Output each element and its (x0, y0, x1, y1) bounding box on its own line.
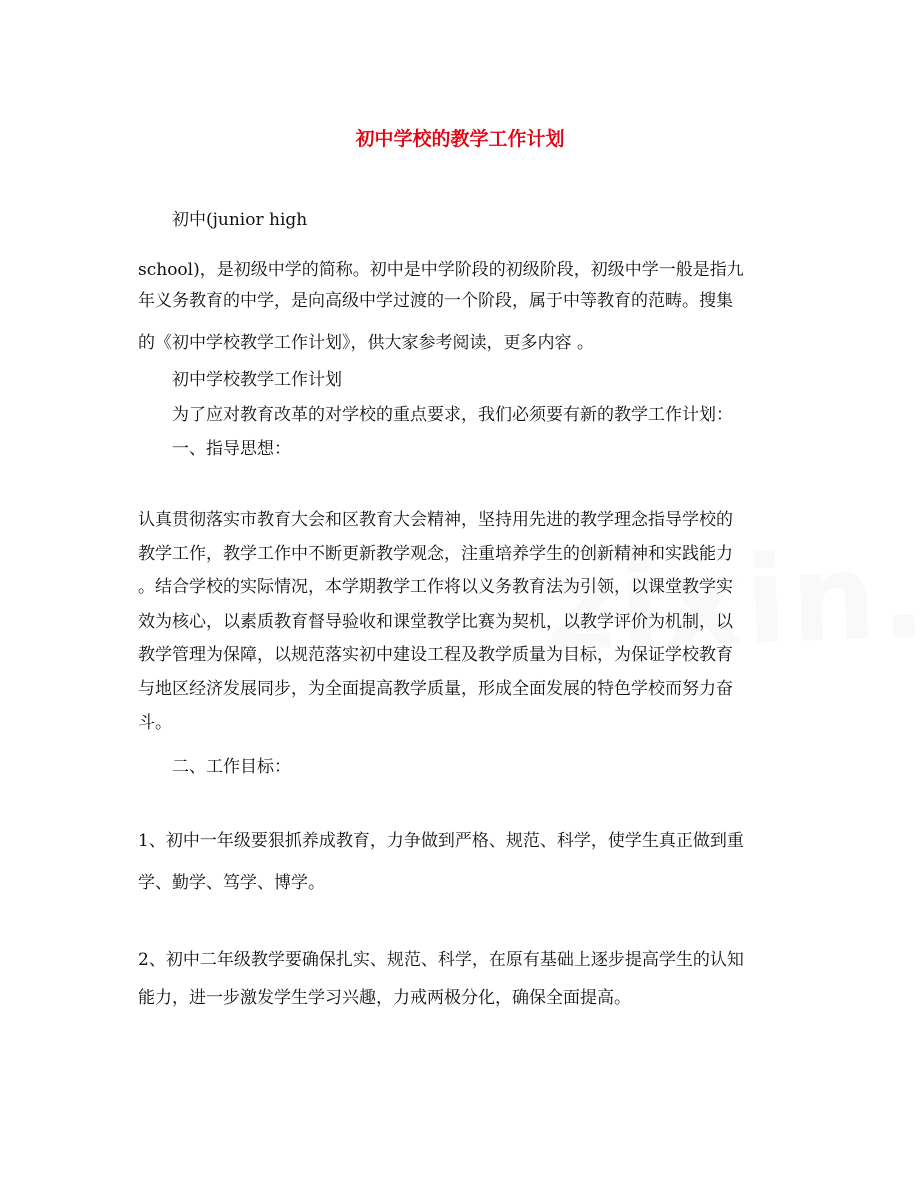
paragraph-line: 2、初中二年级教学要确保扎实、规范、科学，在原有基础上逐步提高学生的认知 (138, 950, 744, 970)
section-heading: 初中学校教学工作计划 (172, 370, 342, 390)
paragraph-line: 教学工作，教学工作中不断更新教学观念，注重培养学生的创新精神和实践能力 (138, 544, 733, 564)
paragraph-line: 。结合学校的实际情况，本学期教学工作将以义务教育法为引领，以课堂教学实 (138, 577, 733, 597)
document-title: 初中学校的教学工作计划 (355, 128, 565, 150)
paragraph-line: 年义务教育的中学，是向高级中学过渡的一个阶段，属于中等教育的范畴。搜集 (138, 291, 733, 311)
paragraph-line: 初中(junior high (172, 210, 308, 230)
section-heading: 一、指导思想： (172, 439, 291, 459)
paragraph-line: 能力，进一步激发学生学习兴趣，力戒两极分化，确保全面提高。 (138, 988, 631, 1008)
paragraph-line: 的《初中学校教学工作计划》，供大家参考阅读，更多内容 。 (138, 333, 594, 353)
paragraph-line: 与地区经济发展同步，为全面提高教学质量，形成全面发展的特色学校而努力奋 (138, 679, 733, 699)
paragraph-line: 教学管理为保障，以规范落实初中建设工程及教学质量为目标，为保证学校教育 (138, 645, 733, 665)
paragraph-line: 学、勤学、笃学、博学。 (138, 873, 325, 893)
paragraph-line: 效为核心，以素质教育督导验收和课堂教学比赛为契机，以教学评价为机制，以 (138, 612, 733, 632)
paragraph-line: 斗。 (138, 713, 172, 733)
paragraph-line: 为了应对教育改革的对学校的重点要求，我们必须要有新的教学工作计划： (172, 405, 733, 425)
paragraph-line: school)，是初级中学的简称。初中是中学阶段的初级阶段，初级中学一般是指九 (138, 260, 744, 280)
paragraph-line: 1、初中一年级要狠抓养成教育，力争做到严格、规范、科学，使学生真正做到重 (138, 831, 744, 851)
paragraph-line: 认真贯彻落实市教育大会和区教育大会精神，坚持用先进的教学理念指导学校的 (138, 510, 733, 530)
section-heading: 二、工作目标： (172, 757, 291, 777)
